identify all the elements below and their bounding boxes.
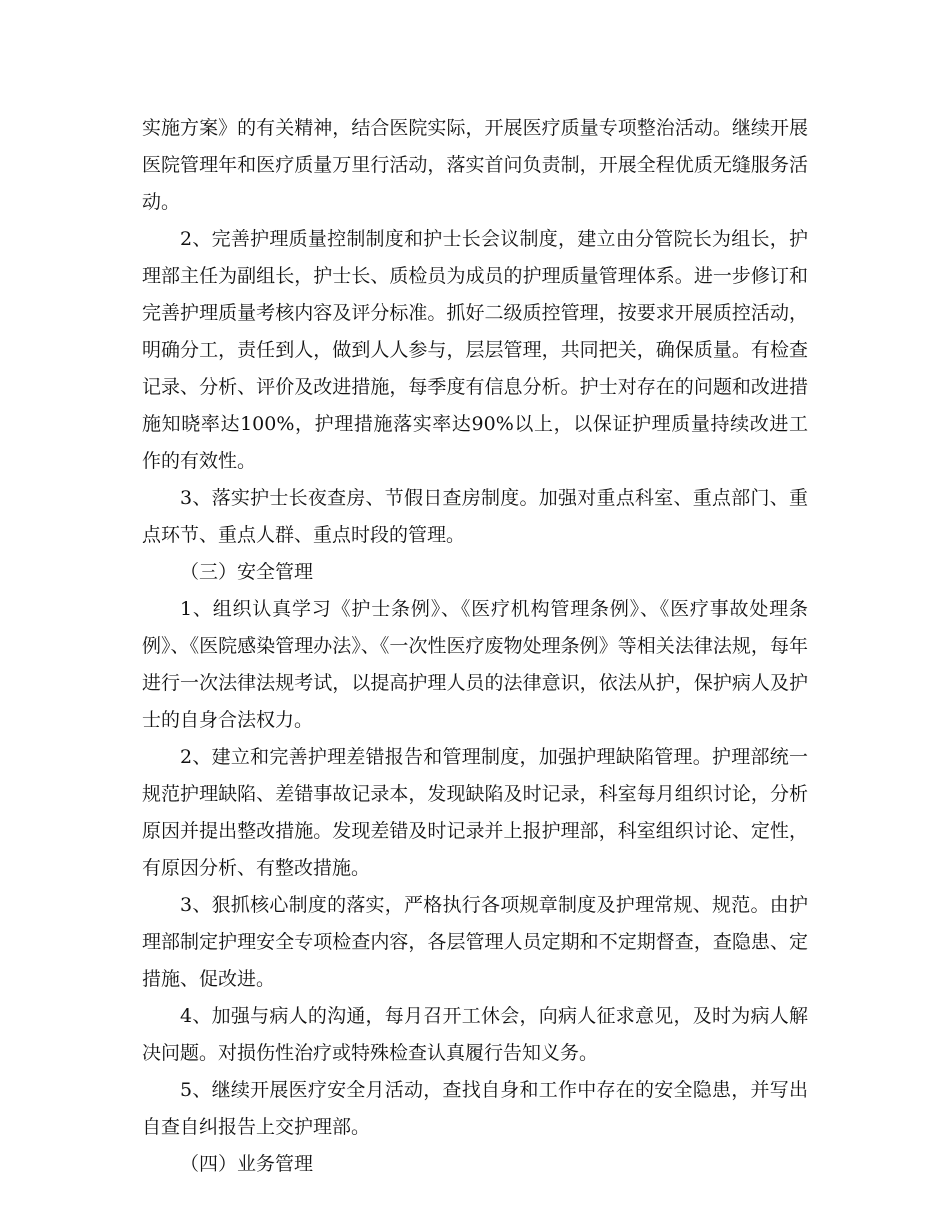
paragraph-night-rounds: 3、落实护士长夜查房、节假日查房制度。加强对重点科室、重点部门、重点环节、重点人群、重点时段的管理。 bbox=[142, 487, 808, 546]
paragraph-nursing-quality-control: 2、完善护理质量控制制度和护士长会议制度，建立由分管院长为组长，护理部主任为副组长，护士长、质检员为成员的护理质量管理体系。进一步修订和完善护理质量考核内容及评分标准。抓好二级质控管理，按要求开展质控活动，明确分工，责任到人，做到人人参与，层层管理，共同把关，确保质量。有检查记录、分析、评价及改进措施，每季度有信息分析。护士对存在的问题和改进措施知晓率达100%，护理措施落实率达90%以上，以保证护理质量持续改进工作的有效性。 bbox=[142, 228, 808, 472]
paragraph-continued: 实施方案》的有关精神，结合医院实际，开展医疗质量专项整治活动。继续开展医院管理年和医疗质量万里行活动，落实首问负责制，开展全程优质无缝服务活动。 bbox=[142, 117, 808, 213]
paragraph-core-systems: 3、狠抓核心制度的落实，严格执行各项规章制度及护理常规、规范。由护理部制定护理安全专项检查内容，各层管理人员定期和不定期督查，查隐患、定措施、促改进。 bbox=[142, 894, 808, 990]
paragraph-error-reporting: 2、建立和完善护理差错报告和管理制度，加强护理缺陷管理。护理部统一规范护理缺陷、差错事故记录本，发现缺陷及时记录，科室每月组织讨论，分析原因并提出整改措施。发现差错及时记录并上报护理部，科室组织讨论、定性，有原因分析、有整改措施。 bbox=[142, 746, 808, 879]
paragraph-legal-study: 1、组织认真学习《护士条例》、《医疗机构管理条例》、《医疗事故处理条例》、《医院感染管理办法》、《一次性医疗废物处理条例》等相关法律法规，每年进行一次法律法规考试，以提高护理人员的法律意识，依法从护，保护病人及护士的自身合法权力。 bbox=[142, 598, 808, 731]
section-heading-safety-management: （三）安全管理 bbox=[180, 561, 314, 583]
paragraph-patient-communication: 4、加强与病人的沟通，每月召开工休会，向病人征求意见，及时为病人解决问题。对损伤性治疗或特殊检查认真履行告知义务。 bbox=[142, 1005, 808, 1064]
section-heading-business-management: （四）业务管理 bbox=[180, 1153, 314, 1175]
document-body bbox=[142, 110, 808, 1183]
paragraph-safety-month: 5、继续开展医疗安全月活动，查找自身和工作中存在的安全隐患，并写出自查自纠报告上交护理部。 bbox=[142, 1079, 808, 1138]
